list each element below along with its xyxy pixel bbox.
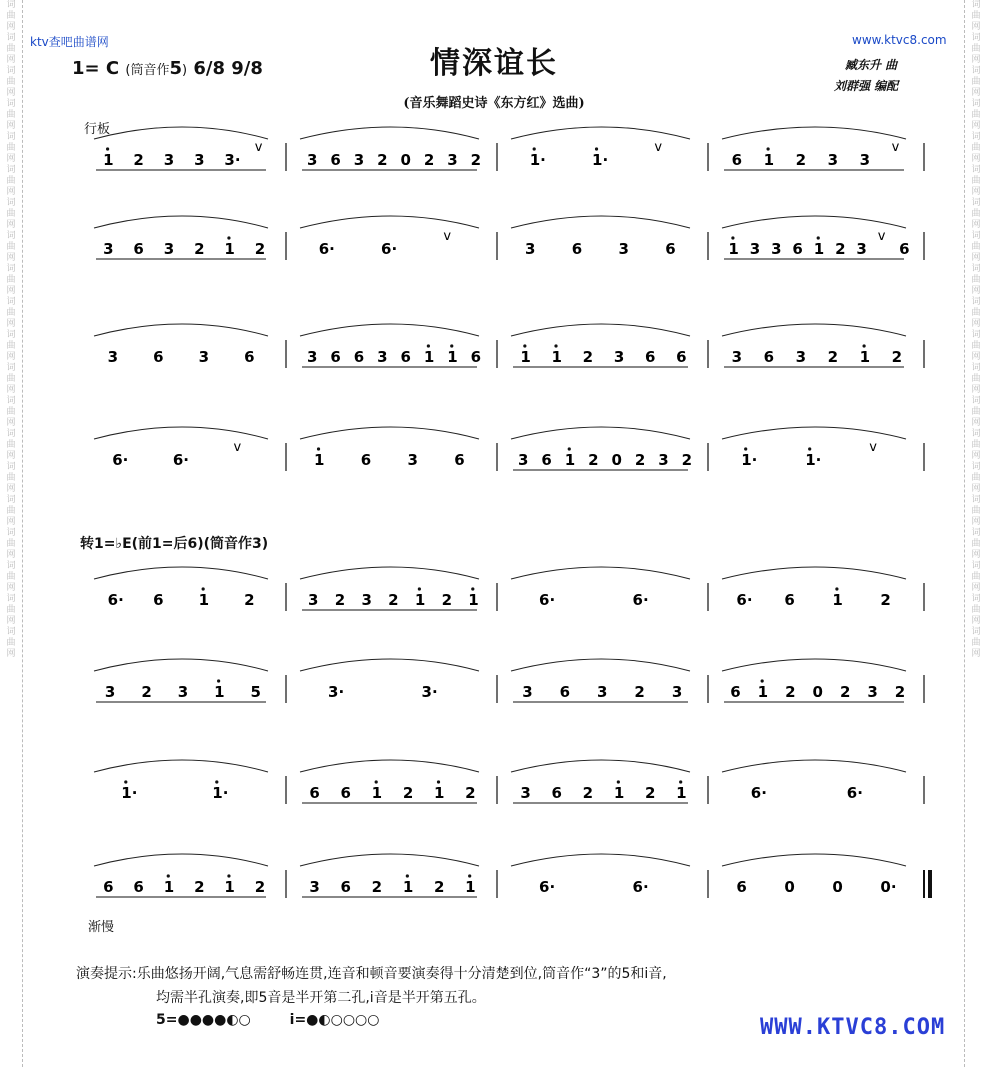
score-note: 2 <box>141 683 152 701</box>
score-note: 2 <box>827 348 839 366</box>
score-note: 3 <box>518 451 529 469</box>
score-note: 3 <box>827 151 839 169</box>
score-note: 6 <box>763 348 775 366</box>
score-note: 6 <box>309 784 320 802</box>
octave-dot <box>468 874 471 877</box>
slur <box>94 854 268 866</box>
octave-dot <box>418 587 421 590</box>
slur <box>94 427 268 439</box>
score-note: 3 <box>104 683 116 701</box>
slur <box>722 659 906 671</box>
score-note: 3 <box>859 151 871 169</box>
slur <box>300 659 479 671</box>
score-note: 6 <box>153 348 164 366</box>
slur <box>94 127 268 139</box>
score-note: 3 <box>771 240 782 258</box>
score-note: 2 <box>795 151 807 169</box>
octave-dot <box>202 587 205 590</box>
score-note: 2 <box>194 240 205 258</box>
score-note: 3 <box>307 151 318 169</box>
score-note: 1 <box>551 348 562 366</box>
score-note: 6 <box>133 240 144 258</box>
octave-dot <box>375 780 378 783</box>
score-note: 3 <box>307 348 318 366</box>
breath-mark: v <box>877 229 886 244</box>
score-note: 6 <box>730 683 741 701</box>
score-note: 2 <box>681 451 693 469</box>
score-note: 2 <box>423 151 435 169</box>
score-note: 1 <box>434 784 445 802</box>
octave-dot <box>215 780 218 783</box>
score-note: 1 <box>371 784 383 802</box>
score-note: 2 <box>441 591 453 609</box>
score-note: 2 <box>388 591 399 609</box>
site-name-link[interactable]: ktv查吧曲谱网 <box>30 35 109 49</box>
key-note-digit: 5 <box>169 58 182 79</box>
score-note: 6· <box>750 784 767 802</box>
slur <box>511 216 690 228</box>
octave-dot <box>471 587 474 590</box>
score-note: 6 <box>330 151 341 169</box>
score-note: 6 <box>470 348 482 366</box>
score-note: 3 <box>407 451 418 469</box>
score-note: 2 <box>588 451 599 469</box>
slur <box>722 324 906 336</box>
slur <box>511 127 690 139</box>
octave-dot <box>427 344 430 347</box>
score-note: 6· <box>846 784 863 802</box>
score-note: 1· <box>741 451 758 469</box>
score-note: 2 <box>371 878 383 896</box>
score-note: 3· <box>421 683 438 701</box>
score-note: 2 <box>634 683 645 701</box>
slur <box>511 567 690 579</box>
score-note: 3 <box>163 240 175 258</box>
slur <box>300 854 479 866</box>
score-note: 3 <box>749 240 761 258</box>
score-note: 1 <box>728 240 739 258</box>
score-note: 0 <box>784 878 795 896</box>
score-note: 6 <box>153 591 164 609</box>
score-note: 1 <box>198 591 210 609</box>
score-note: 1 <box>832 591 843 609</box>
score-note: 3 <box>177 683 189 701</box>
score-note: 2 <box>133 151 144 169</box>
score-note: 3 <box>107 348 119 366</box>
site-url-link[interactable]: www.ktvc8.com <box>852 33 947 47</box>
octave-dot <box>227 874 230 877</box>
score-note: 2 <box>835 240 846 258</box>
score-note: 3 <box>353 151 365 169</box>
octave-dot <box>217 679 220 682</box>
slur <box>94 659 268 671</box>
score-note: 2 <box>880 591 891 609</box>
score-note: 2 <box>465 784 476 802</box>
octave-dot <box>744 447 747 450</box>
score-note: 6 <box>454 451 465 469</box>
score-note: 1 <box>859 348 871 366</box>
score-note: 6 <box>645 348 656 366</box>
octave-dot <box>554 344 557 347</box>
score-note: 3 <box>856 240 867 258</box>
octave-dot <box>124 780 127 783</box>
score-note: 1 <box>813 240 825 258</box>
score-note: 1· <box>212 784 229 802</box>
score-note: 6 <box>360 451 372 469</box>
score-note: 6 <box>353 348 365 366</box>
score-note: 6· <box>539 878 556 896</box>
score-note: 1 <box>447 348 458 366</box>
breath-mark: v <box>254 140 263 155</box>
score-note: 3 <box>361 591 372 609</box>
score-note: 6 <box>541 451 552 469</box>
score-note: 1 <box>423 348 435 366</box>
fingering-chart <box>156 1012 413 1028</box>
score-note: 3· <box>224 151 241 169</box>
octave-dot <box>835 587 838 590</box>
score-note: 3 <box>194 151 205 169</box>
score-note: 1 <box>414 591 426 609</box>
slur <box>300 567 479 579</box>
octave-dot <box>767 147 770 150</box>
score-note: 3 <box>671 683 683 701</box>
score-note: 3 <box>520 784 531 802</box>
slur <box>511 760 690 772</box>
score-note: 6· <box>318 240 335 258</box>
score-note: 3 <box>731 348 743 366</box>
score-note: 6· <box>107 591 124 609</box>
score-note: 2 <box>334 591 346 609</box>
breath-mark: v <box>443 229 452 244</box>
tempo-marking: 行板 <box>84 122 111 137</box>
score-note: 1 <box>314 451 325 469</box>
score-note: 6 <box>400 348 411 366</box>
score-note: 1· <box>529 151 546 169</box>
octave-dot <box>523 344 526 347</box>
score-note: 1 <box>224 240 235 258</box>
subtitle: (音乐舞蹈史诗《东方红》选曲) <box>403 96 585 111</box>
slur <box>722 427 906 439</box>
score-note: 6 <box>792 240 803 258</box>
slur <box>300 324 479 336</box>
score-note: 6 <box>736 878 747 896</box>
score-note: 6 <box>103 878 114 896</box>
score-note: 3 <box>103 240 114 258</box>
time-signature: 6/8 9/8 <box>193 58 263 79</box>
slur <box>300 427 479 439</box>
key-note-end: ) <box>181 63 188 78</box>
score-note: 2 <box>377 151 388 169</box>
score-note: 0 <box>832 878 843 896</box>
octave-dot <box>863 344 866 347</box>
score-note: 1· <box>121 784 138 802</box>
tips-line-1: 演奏提示:乐曲悠扬开阔,气息需舒畅连贯,连音和顿音要演奏得十分清楚到位,筒音作“3”的5和i音, <box>76 966 667 982</box>
score-note: 3 <box>658 451 669 469</box>
score-note: 2 <box>244 591 255 609</box>
slur <box>722 567 906 579</box>
score-note: 6 <box>330 348 341 366</box>
composer-credit: 臧东升 曲 <box>845 58 898 72</box>
octave-dot <box>679 780 682 783</box>
score-note: 2 <box>894 683 906 701</box>
score-note: 1 <box>163 878 175 896</box>
octave-dot <box>106 147 109 150</box>
score-note: 6 <box>340 784 351 802</box>
score-note: 6· <box>539 591 556 609</box>
score-note: 2 <box>645 784 656 802</box>
score-note: 6 <box>665 240 676 258</box>
performance-tips <box>76 962 667 1010</box>
page-title: 情深谊长 <box>430 46 558 81</box>
breath-mark: v <box>869 440 877 455</box>
fingering-five: 5=●●●●◐○ <box>156 1012 251 1028</box>
score-note: 6· <box>632 591 649 609</box>
breath-mark: v <box>233 440 242 455</box>
breath-mark: v <box>891 140 900 155</box>
score-note: 6· <box>736 591 753 609</box>
score-note: 3 <box>163 151 175 169</box>
score-note: 2 <box>582 348 594 366</box>
slur <box>722 854 906 866</box>
tips-line-2: 均需半孔演奏,即5音是半开第二孔,i音是半开第五孔。 <box>156 990 486 1006</box>
score-note: 1 <box>465 878 476 896</box>
score-note: 2 <box>470 151 482 169</box>
slur <box>300 216 479 228</box>
score-note: 3 <box>613 348 625 366</box>
score-note: 0 <box>812 683 823 701</box>
score-note: 6 <box>133 878 144 896</box>
slur <box>511 427 690 439</box>
score-note: 2 <box>254 878 266 896</box>
slur <box>300 127 479 139</box>
score-note: 6· <box>172 451 190 469</box>
score-note: 6 <box>340 878 351 896</box>
slur <box>94 216 268 228</box>
score-note: 3 <box>309 878 320 896</box>
octave-dot <box>406 874 409 877</box>
score-note: 6· <box>632 878 649 896</box>
left-edge-watermark: 词曲网词曲网词曲网词曲网词曲网词曲网词曲网词曲网词曲网词曲网词曲网词曲网词曲网词曲网词曲网词曲网词曲网词曲网词曲网词曲网 <box>6 0 16 659</box>
score-note: 3· <box>328 683 345 701</box>
score-note: 6 <box>784 591 795 609</box>
score-note: 6 <box>244 348 255 366</box>
octave-dot <box>533 147 536 150</box>
right-edge-watermark: 词曲网词曲网词曲网词曲网词曲网词曲网词曲网词曲网词曲网词曲网词曲网词曲网词曲网词曲网词曲网词曲网词曲网词曲网词曲网词曲网 <box>971 0 981 659</box>
score-note: 0 <box>611 451 622 469</box>
score-note: 6 <box>676 348 687 366</box>
score-note: 3 <box>308 591 319 609</box>
footer-logo[interactable]: WWW.KTVC8.COM <box>760 1015 946 1040</box>
score-note: 3 <box>447 151 458 169</box>
score-note: 2 <box>891 348 903 366</box>
score-note: 1 <box>214 683 225 701</box>
octave-dot <box>761 679 764 682</box>
octave-dot <box>817 236 820 239</box>
octave-dot <box>227 236 230 239</box>
arranger-credit: 刘群强 编配 <box>834 79 899 93</box>
score-note: 2 <box>785 683 796 701</box>
slur <box>94 760 268 772</box>
score-note: 1 <box>520 348 531 366</box>
octave-dot <box>808 447 811 450</box>
score-note: 3 <box>597 683 608 701</box>
score-note: 1 <box>757 683 769 701</box>
score-note: 6· <box>381 240 398 258</box>
score-note: 6 <box>899 240 910 258</box>
score-note: 6 <box>571 240 583 258</box>
slur <box>94 324 268 336</box>
score-note: 3 <box>377 348 388 366</box>
octave-dot <box>437 780 440 783</box>
score-note: 1 <box>763 151 775 169</box>
score-note: 2 <box>402 784 414 802</box>
score-note: 2 <box>194 878 205 896</box>
slur <box>722 760 906 772</box>
slur <box>511 854 690 866</box>
slur <box>94 567 268 579</box>
score-note: 6· <box>112 451 129 469</box>
score-note: 0 <box>400 151 411 169</box>
score-note: 6 <box>731 151 743 169</box>
breath-mark: v <box>654 140 663 155</box>
slur <box>722 127 906 139</box>
key-main: 1= C <box>72 58 120 79</box>
ritardando-marking: 渐慢 <box>88 920 115 935</box>
score-note: 2 <box>634 451 646 469</box>
octave-dot <box>568 447 571 450</box>
octave-dot <box>617 780 620 783</box>
score-note: 3 <box>867 683 878 701</box>
score-note: 1 <box>224 878 235 896</box>
slur <box>722 216 906 228</box>
score-note: 1 <box>402 878 414 896</box>
score-note: 5 <box>250 683 261 701</box>
score-note: 3 <box>618 240 629 258</box>
octave-dot <box>317 447 320 450</box>
slur <box>511 324 690 336</box>
score-note: 2 <box>434 878 445 896</box>
octave-dot <box>595 147 598 150</box>
score-note: 1 <box>103 151 114 169</box>
score-note: 1 <box>676 784 687 802</box>
score-note: 1 <box>468 591 479 609</box>
score-note: 3 <box>525 240 536 258</box>
fingering-high-one: i=●◐○○○○ <box>289 1012 380 1028</box>
score-note: 2 <box>582 784 594 802</box>
score-note: 3 <box>198 348 210 366</box>
octave-dot <box>731 236 734 239</box>
score-note: 1· <box>592 151 609 169</box>
score-note: 6 <box>551 784 562 802</box>
score-note: 1 <box>564 451 576 469</box>
key-note: (筒音作 <box>125 63 170 78</box>
score-note: 3 <box>522 683 533 701</box>
modulation-marking: 转1=♭E(前1=后6)(筒音作3) <box>80 536 269 552</box>
slur <box>511 659 690 671</box>
slur <box>300 760 479 772</box>
score-note: 2 <box>839 683 851 701</box>
octave-dot <box>450 344 453 347</box>
score-note: 2 <box>254 240 266 258</box>
score-note: 6 <box>559 683 571 701</box>
score-note: 1 <box>613 784 625 802</box>
score-note: 1· <box>805 451 822 469</box>
octave-dot <box>167 874 170 877</box>
score-note: 0· <box>880 878 897 896</box>
score-note: 3 <box>795 348 807 366</box>
